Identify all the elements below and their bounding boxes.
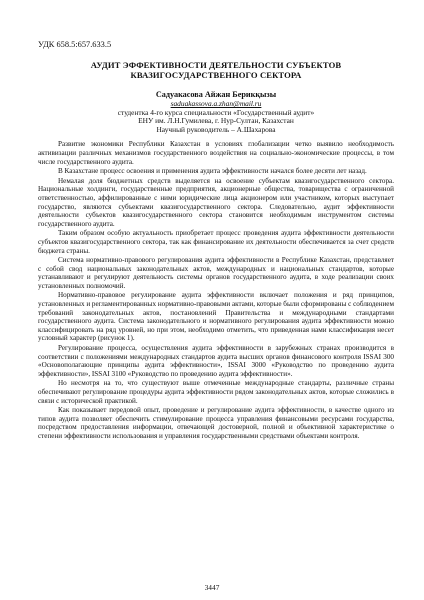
author-supervisor: Научный руководитель – А.Шахарова [156, 124, 276, 134]
author-name: Садуакасова Айжан Берикқызы [155, 90, 277, 99]
paragraph: Немалая доля бюджетных средств выделяется на освоение субъектам квазигосударственного сектора. Национальные холдинги, государственные предприятия, акционерные общества, товарищества с ограниченной ответственностью, аффилированные с ними юридические лица акционером или участником, которых выступает государство, являются субъектами квазигосударственного сектора. Следовательно, аудит эффективности деятельности субъектов квазигосударственного сектора становится необходимым инструментом системы государственного аудита. [38, 176, 394, 228]
paper-body [38, 140, 394, 440]
author-affiliation: студентка 4-го курса специальности «Государственный аудит» [117, 107, 315, 117]
author-email-link[interactable]: saduakassova.a.zhan@mail.ru [170, 99, 262, 108]
paragraph: Нормативно-правовое регулирование аудита эффективности включает положения и ряд принципов, установленных и регламентированных нормативно-правовыми актами, которые были сформированы с соблюдением требований законодательных актов, постановлений Правительства и международными стандартами государственного аудита. Система законодательного и нормативного регулирования аудита эффективности можно классифицировать на ряд уровней, но при этом, необходимо отметить, что приведенная нами классификация несет условный характер (рисунок 1). [38, 291, 394, 343]
paragraph: В Казахстане процесс освоения и применения аудита эффективности начался более десяти лет назад. [58, 167, 367, 176]
paper-title [38, 60, 394, 80]
author-university: ЕНУ им. Л.Н.Гумилева, г. Нур-Султан, Казахстан [138, 116, 294, 126]
udk-code: УДК 658.5:657.633.5 [38, 40, 112, 49]
author-block [38, 90, 394, 134]
paragraph: Регулирование процесса, осуществления аудита эффективности в зарубежных странах производится в соответствии с положениями международных стандартов аудита высших органов финансового контроля ISSAI 300 «Основополагающие принципы аудита эффективности», ISSAI 3000 «Руководство по проведению аудита эффективности», ISSAI 3100 «Руководство по проведению аудита эффективности». [38, 344, 394, 378]
paragraph: Развитие экономики Республики Казахстан в условиях глобализации четко выявило необходимость активизации различных механизмов государственного воздействия на социально-экономические процессы, в том числе государственного аудита. [38, 140, 394, 166]
title-line-2: КВАЗИГОСУДАРСТВЕННОГО СЕКТОРА [130, 70, 302, 80]
page-number: 3447 [204, 583, 220, 592]
paragraph: Таким образом особую актуальность приобретает процесс проведения аудита эффективности деятельности субъектов квазигосударственного сектора, так как финансирование их деятельности обеспечивается за счет средств бюджета страны. [38, 229, 394, 255]
title-line-1: АУДИТ ЭФФЕКТИВНОСТИ ДЕЯТЕЛЬНОСТИ СУБЪЕКТОВ [90, 60, 342, 70]
paragraph: Но несмотря на то, что существуют выше отмеченные международные стандарты, различные страны обеспечивают регулирование процедуры аудита эффективности рядом законодательных актов, которые сложились в связи с исторической практикой. [38, 379, 394, 405]
paragraph: Система нормативно-правового регулирования аудита эффективности в Республике Казахстан, представляет с собой свод национальных законодательных актов, международных и национальных стандартов, которые устанавливают и регулируют деятельность системы органов государственного аудита, в ходе реализации своих установленных полномочий. [38, 256, 394, 290]
paragraph: Как показывает передовой опыт, проведение и регулирование аудита эффективности, в качестве одного из типов аудита позволяет обеспечить стимулирование процесса управления финансовыми ресурсами государства, посредством предоставления информации, отвечающей достоверной, полной и объективной характеристике о степени эффективности использования и управления государственными средствами объектами контроля. [38, 406, 394, 440]
